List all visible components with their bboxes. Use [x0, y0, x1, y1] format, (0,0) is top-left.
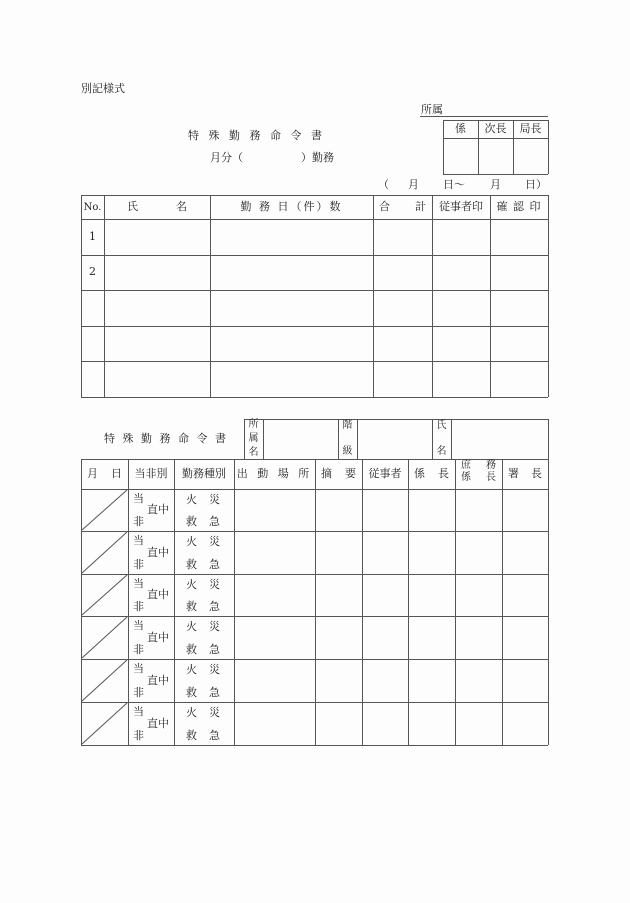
label-rank — [338, 421, 357, 457]
header-work-type: 勤務種別 — [182, 466, 226, 480]
char: 急 — [209, 643, 220, 656]
date-field[interactable] — [82, 660, 127, 701]
period-open: （ — [378, 178, 389, 191]
duty-off-option[interactable]: 非 — [133, 600, 144, 613]
subtitle-suffix: ）勤務 — [301, 151, 334, 164]
char: 火 — [186, 663, 197, 676]
period-day2: 日） — [525, 178, 547, 191]
char: 救 — [186, 558, 197, 571]
chief-seal-field[interactable] — [409, 532, 454, 573]
affiliation-label: 所属 — [421, 103, 443, 116]
order-form-title: 特 殊 勤 務 命 令 書 — [104, 432, 228, 445]
duty-mid-option[interactable]: 直中 — [147, 545, 169, 559]
char: 急 — [209, 600, 220, 613]
summary-field[interactable] — [316, 532, 361, 573]
header-general-affairs-chief — [455, 461, 502, 487]
date-field[interactable] — [82, 490, 127, 530]
header-day: 日 — [111, 466, 122, 480]
header-total — [373, 195, 432, 219]
label-char: 所 — [248, 419, 259, 430]
general-affairs-seal-field[interactable] — [456, 660, 501, 701]
station-chief-seal-field[interactable] — [503, 532, 547, 573]
header-total-a: 合 — [379, 199, 390, 213]
label-char: 名 — [248, 446, 259, 458]
chief-seal-field[interactable] — [409, 617, 454, 658]
summary-field[interactable] — [316, 490, 361, 530]
worker-seal-field[interactable] — [363, 703, 407, 744]
location-field[interactable] — [235, 660, 314, 701]
work-rescue-option[interactable] — [186, 516, 220, 527]
station-chief-seal-field[interactable] — [503, 575, 547, 615]
char: 火 — [186, 535, 197, 548]
chief-seal-field[interactable] — [409, 490, 454, 530]
char: 救 — [186, 600, 197, 613]
date-field[interactable] — [82, 575, 127, 615]
rank-field[interactable] — [358, 420, 431, 458]
char: 急 — [209, 558, 220, 571]
work-fire-option[interactable] — [186, 579, 220, 590]
duty-on-option[interactable]: 当 — [133, 492, 144, 505]
affiliation-name-field[interactable] — [264, 420, 337, 458]
header-ga-char: 長 — [486, 472, 496, 483]
chief-seal-field[interactable] — [409, 575, 454, 615]
summary-field[interactable] — [316, 703, 361, 744]
worker-seal-field[interactable] — [363, 490, 407, 530]
header-confirm-seal: 確 認 印 — [496, 199, 542, 213]
header-name — [104, 195, 210, 219]
approval-header-director: 局長 — [519, 121, 542, 135]
location-field[interactable] — [235, 703, 314, 744]
char: 救 — [186, 515, 197, 528]
chief-seal-field[interactable] — [409, 660, 454, 701]
stamp-field-director[interactable] — [514, 139, 547, 173]
header-no: No. — [83, 201, 102, 213]
worker-seal-field[interactable] — [363, 532, 407, 573]
name-field[interactable] — [452, 420, 547, 458]
row-no-3 — [81, 290, 104, 326]
duty-off-option[interactable]: 非 — [133, 686, 144, 699]
char: 災 — [209, 535, 220, 548]
station-chief-seal-field[interactable] — [503, 490, 547, 530]
header-month: 月 — [87, 466, 98, 480]
char: 火 — [186, 620, 197, 633]
station-chief-seal-field[interactable] — [503, 703, 547, 744]
approval-header-deputy: 次長 — [484, 121, 507, 135]
char: 急 — [209, 515, 220, 528]
worker-seal-field[interactable] — [363, 660, 407, 701]
header-summary — [315, 459, 362, 489]
label-char: 氏 — [436, 420, 447, 431]
duty-type-field[interactable] — [250, 150, 300, 164]
form-label: 別記様式 — [81, 82, 125, 95]
header-chief-b: 長 — [438, 466, 449, 480]
header-summary-b: 要 — [345, 466, 356, 480]
header-duty-type: 当非別 — [134, 466, 168, 480]
worker-seal-field[interactable] — [363, 575, 407, 615]
duty-mid-option[interactable]: 直中 — [147, 588, 169, 601]
duty-off-option[interactable]: 非 — [133, 558, 144, 571]
work-rescue-option[interactable] — [186, 687, 220, 698]
char: 救 — [186, 643, 197, 656]
affiliation-underline — [420, 116, 548, 117]
duty-mid-option[interactable]: 直中 — [147, 673, 169, 687]
period-month1: 月 — [408, 178, 419, 191]
header-total-b: 計 — [415, 199, 426, 213]
date-field[interactable] — [82, 532, 127, 573]
approval-header-clerk: 係 — [455, 121, 466, 135]
label-char: 属 — [248, 432, 259, 444]
duty-mid-option[interactable]: 直中 — [147, 716, 169, 730]
work-fire-option[interactable] — [186, 494, 220, 505]
date-field[interactable] — [82, 703, 127, 744]
summary-field[interactable] — [316, 660, 361, 701]
period-day1: 日〜 — [443, 178, 465, 191]
location-field[interactable] — [235, 490, 314, 530]
header-ga-char: 庶 — [461, 460, 471, 471]
page-title: 特 殊 勤 務 命 令 書 — [188, 129, 325, 142]
char: 災 — [209, 493, 220, 506]
row-no-2: 2 — [89, 265, 96, 279]
duty-off-option[interactable]: 非 — [133, 515, 144, 528]
duty-on-option[interactable]: 当 — [133, 577, 144, 590]
row-no-4 — [81, 326, 104, 361]
duty-on-option[interactable]: 当 — [133, 705, 144, 718]
work-rescue-option[interactable] — [186, 559, 220, 570]
period-month2: 月 — [490, 178, 501, 191]
header-ga-char: 務 — [486, 460, 496, 471]
char: 急 — [209, 729, 220, 742]
header-station-chief — [502, 459, 548, 489]
header-summary-a: 摘 — [321, 466, 332, 480]
work-fire-option[interactable] — [186, 664, 220, 675]
row-no-5 — [81, 361, 104, 397]
row-no-1: 1 — [89, 229, 96, 243]
header-name-a: 氏 — [127, 199, 138, 213]
work-rescue-option[interactable] — [186, 644, 220, 655]
label-affiliation-name — [244, 420, 263, 458]
char: 急 — [209, 686, 220, 699]
work-fire-option[interactable] — [186, 707, 220, 718]
header-station-chief-a: 署 — [508, 466, 519, 480]
work-fire-option[interactable] — [186, 536, 220, 547]
general-affairs-seal-field[interactable] — [456, 575, 501, 615]
char: 火 — [186, 578, 197, 591]
char: 災 — [209, 663, 220, 676]
char: 火 — [186, 493, 197, 506]
work-rescue-option[interactable] — [186, 730, 220, 741]
stamp-field-deputy[interactable] — [479, 139, 512, 173]
summary-field[interactable] — [316, 617, 361, 658]
header-chief-a: 係 — [414, 466, 425, 480]
label-char: 階 — [342, 420, 353, 431]
header-worker: 従事者 — [368, 466, 402, 480]
general-affairs-seal-field[interactable] — [456, 532, 501, 573]
char: 救 — [186, 686, 197, 699]
duty-on-option[interactable]: 当 — [133, 619, 144, 632]
header-location: 出 動 場 所 — [236, 466, 313, 480]
duty-on-option[interactable]: 当 — [133, 534, 144, 547]
duty-mid-option[interactable]: 直中 — [147, 503, 169, 516]
station-chief-seal-field[interactable] — [503, 617, 547, 658]
label-char: 級 — [342, 445, 353, 457]
duty-on-option[interactable]: 当 — [133, 662, 144, 675]
header-date — [81, 459, 128, 489]
worker-seal-field[interactable] — [363, 617, 407, 658]
char: 災 — [209, 620, 220, 633]
location-field[interactable] — [235, 617, 314, 658]
header-station-chief-b: 長 — [531, 466, 542, 480]
summary-field[interactable] — [316, 575, 361, 615]
header-worker-seal: 従事者印 — [439, 199, 483, 213]
chief-seal-field[interactable] — [409, 703, 454, 744]
header-name-b: 名 — [176, 199, 187, 213]
stamp-field-clerk[interactable] — [444, 139, 477, 173]
location-field[interactable] — [235, 575, 314, 615]
station-chief-seal-field[interactable] — [503, 660, 547, 701]
duty-mid-option[interactable]: 直中 — [147, 630, 169, 644]
general-affairs-seal-field[interactable] — [456, 703, 501, 744]
label-name — [432, 421, 451, 457]
char: 火 — [186, 706, 197, 719]
header-chief — [408, 459, 455, 489]
header-ga-char: 係 — [461, 472, 471, 483]
duty-off-option[interactable]: 非 — [133, 729, 144, 742]
duty-off-option[interactable]: 非 — [133, 643, 144, 656]
location-field[interactable] — [235, 532, 314, 573]
date-field[interactable] — [82, 617, 127, 658]
general-affairs-seal-field[interactable] — [456, 617, 501, 658]
general-affairs-seal-field[interactable] — [456, 490, 501, 530]
subtitle-prefix: 月分（ — [210, 151, 243, 164]
char: 災 — [209, 706, 220, 719]
header-work-days: 勤 務 日（件）数 — [240, 199, 343, 213]
work-fire-option[interactable] — [186, 621, 220, 632]
label-char: 名 — [436, 445, 447, 457]
work-rescue-option[interactable] — [186, 601, 220, 612]
char: 災 — [209, 578, 220, 591]
char: 救 — [186, 729, 197, 742]
